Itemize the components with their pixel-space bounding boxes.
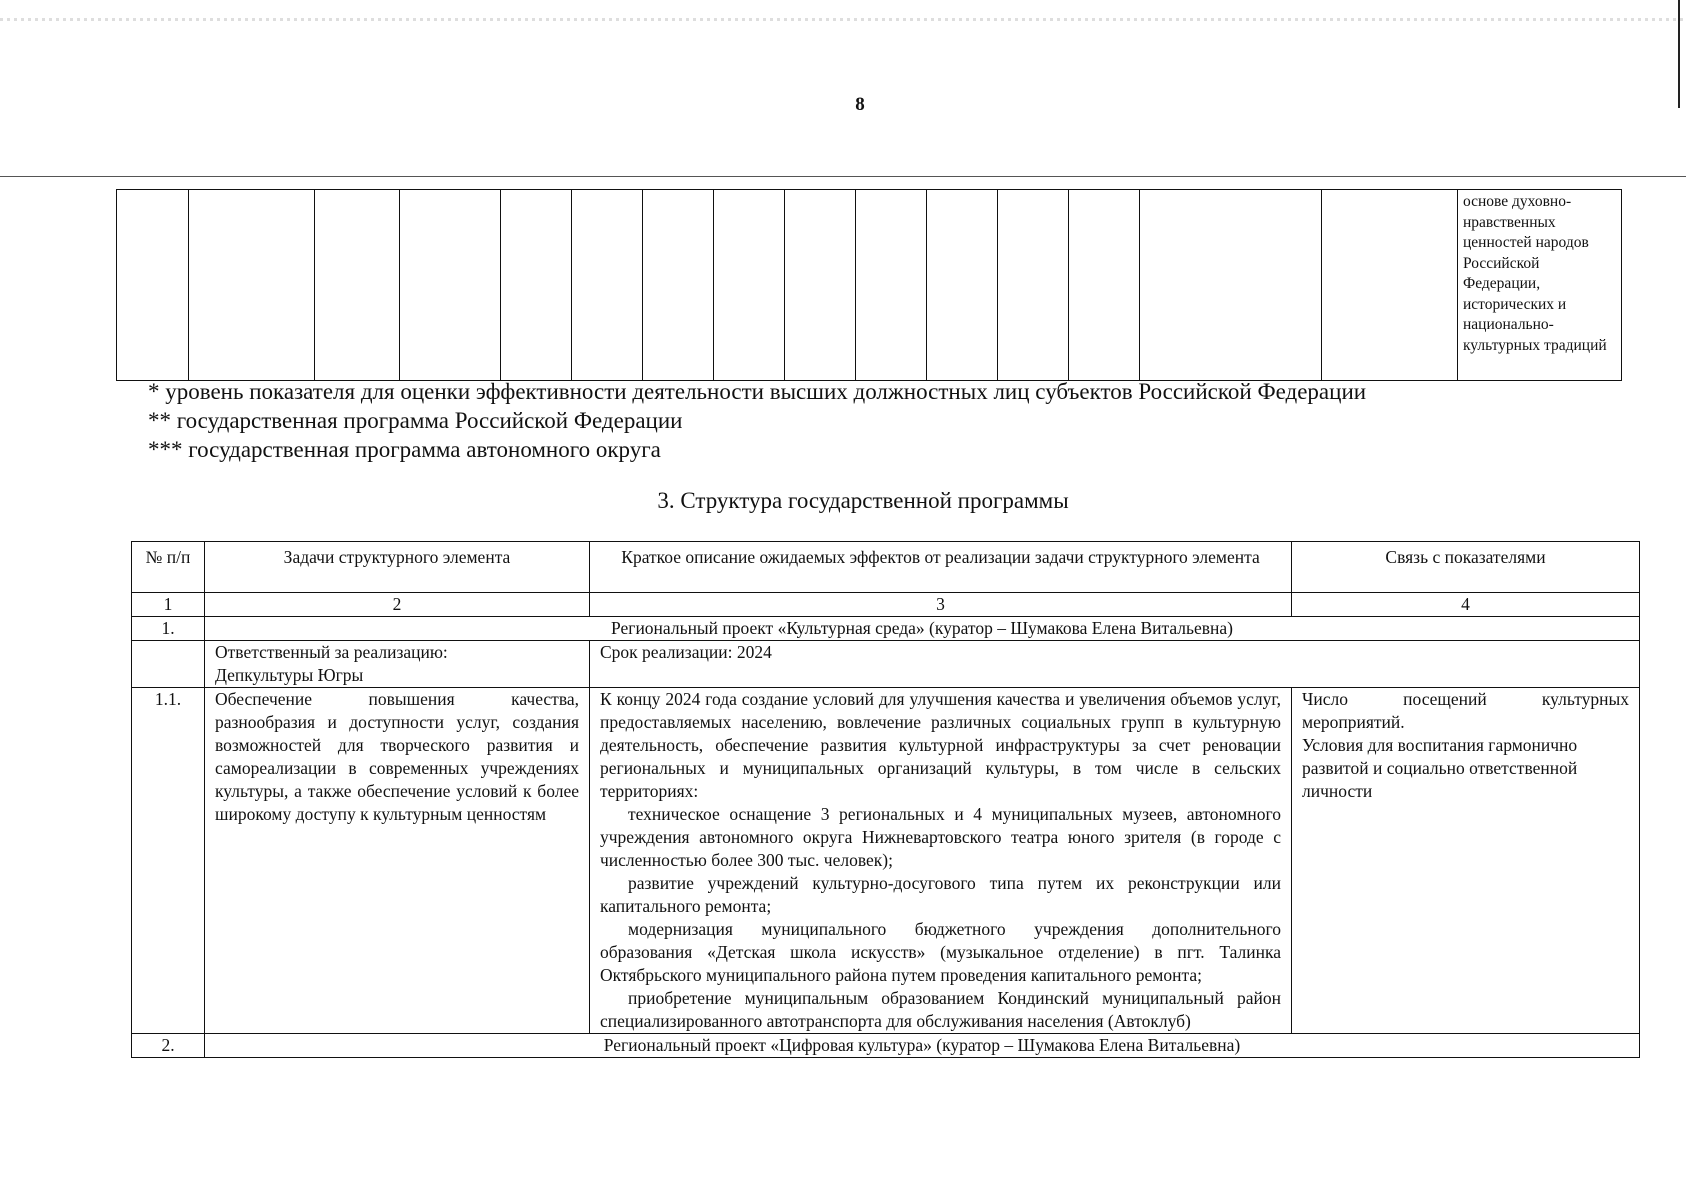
- empty-cell: [400, 190, 501, 381]
- task-row: [132, 688, 1640, 1034]
- indicator-item: Число посещений культурных мероприятий.: [1302, 689, 1629, 732]
- footnotes: [148, 377, 1366, 464]
- section-title: 3. Структура государственной программы: [657, 488, 1069, 513]
- empty-cell: [117, 190, 189, 381]
- header-effects: Краткое описание ожидаемых эффектов от реализации задачи структурного элемента: [590, 542, 1292, 593]
- effect-paragraph: К концу 2024 года создание условий для улучшения качества и увеличения объемов услуг, предоставляемых населению, вовлечение различных социальных групп в культурную деятельность, обеспечение развития культурной инфраструктуры за счет реновации региональных и муниципальных организаций культуры, в том числе в сельских территориях:: [600, 689, 1281, 801]
- responsible-row: [132, 641, 1640, 688]
- responsible-label: Ответственный за реализацию:: [215, 642, 448, 662]
- header-tasks: Задачи структурного элемента: [205, 542, 590, 593]
- responsible-value: Депкультуры Югры: [215, 665, 364, 685]
- continuation-table: [116, 189, 1622, 381]
- empty-cell: [189, 190, 315, 381]
- header-indicators: Связь с показателями: [1292, 542, 1640, 593]
- column-number: 1: [132, 593, 205, 617]
- column-number: 4: [1292, 593, 1640, 617]
- project-number: 1.: [132, 617, 205, 641]
- project-number: 2.: [132, 1034, 205, 1058]
- project-row: [132, 1034, 1640, 1058]
- effect-paragraph: развитие учреждений культурно-досугового типа путем их реконструкции или капитального ремонта;: [600, 873, 1281, 916]
- empty-cell: [132, 641, 205, 688]
- column-number: 2: [205, 593, 590, 617]
- project-title: Региональный проект «Культурная среда» (куратор – Шумакова Елена Витальевна): [205, 617, 1640, 641]
- scan-artifact-line: [0, 18, 1686, 21]
- task-number: 1.1.: [132, 688, 205, 1034]
- structure-table: [131, 541, 1640, 1058]
- empty-cell: [785, 190, 856, 381]
- project-title: Региональный проект «Цифровая культура» (куратор – Шумакова Елена Витальевна): [205, 1034, 1640, 1058]
- page-number: 8: [855, 94, 865, 115]
- task-description: Обеспечение повышения качества, разнообразия и доступности услуг, создания возможностей для творческого развития и самореализации в современных учреждениях культуры, а также обеспечение условий к более широкому доступу к культурным ценностям: [205, 688, 590, 1034]
- empty-cell: [643, 190, 714, 381]
- header-num: № п/п: [132, 542, 205, 593]
- empty-cell: [1069, 190, 1140, 381]
- footnote-2: ** государственная программа Российской Федерации: [148, 408, 683, 433]
- indicator-item: Условия для воспитания гармонично развитой и социально ответственной личности: [1302, 735, 1578, 801]
- responsible-cell: [205, 641, 590, 688]
- scan-edge-mark: [1678, 0, 1680, 108]
- effect-paragraph: приобретение муниципальным образованием Кондинский муниципальный район специализированного автотранспорта для обслуживания населения (Автоклуб): [600, 988, 1281, 1031]
- empty-cell: [998, 190, 1069, 381]
- empty-cell: [1322, 190, 1458, 381]
- effect-paragraph: модернизация муниципального бюджетного учреждения дополнительного образования «Детская школа искусств» (музыкальное отделение) в пгт. Талинка Октябрьского муниципального района путем проведения капитального ремонта;: [600, 919, 1281, 985]
- indicators-cell: [1292, 688, 1640, 1034]
- footnote-3: *** государственная программа автономного округа: [148, 437, 661, 462]
- empty-cell: [572, 190, 643, 381]
- footnote-1: * уровень показателя для оценки эффективности деятельности высших должностных лиц субъектов Российской Федерации: [148, 379, 1367, 404]
- continuation-text-cell: основе духовно-нравственных ценностей народов Российской Федерации, исторических и национально-культурных традиций: [1458, 190, 1622, 381]
- empty-cell: [927, 190, 998, 381]
- table-header-row: [132, 542, 1640, 593]
- empty-cell: [714, 190, 785, 381]
- project-row: [132, 617, 1640, 641]
- column-number: 3: [590, 593, 1292, 617]
- empty-cell: [315, 190, 400, 381]
- empty-cell: [501, 190, 572, 381]
- empty-cell: [1140, 190, 1322, 381]
- empty-cell: [856, 190, 927, 381]
- effect-paragraph: техническое оснащение 3 региональных и 4 муниципальных музеев, автономного учреждения автономного округа Нижневартовского театра юного зрителя (в городе с численностью более 300 тыс. человек);: [600, 804, 1281, 870]
- effects-cell: [590, 688, 1292, 1034]
- continuation-row: [117, 190, 1622, 381]
- header-rule: [0, 176, 1686, 177]
- column-number-row: [132, 593, 1640, 617]
- term-cell: Срок реализации: 2024: [590, 641, 1640, 688]
